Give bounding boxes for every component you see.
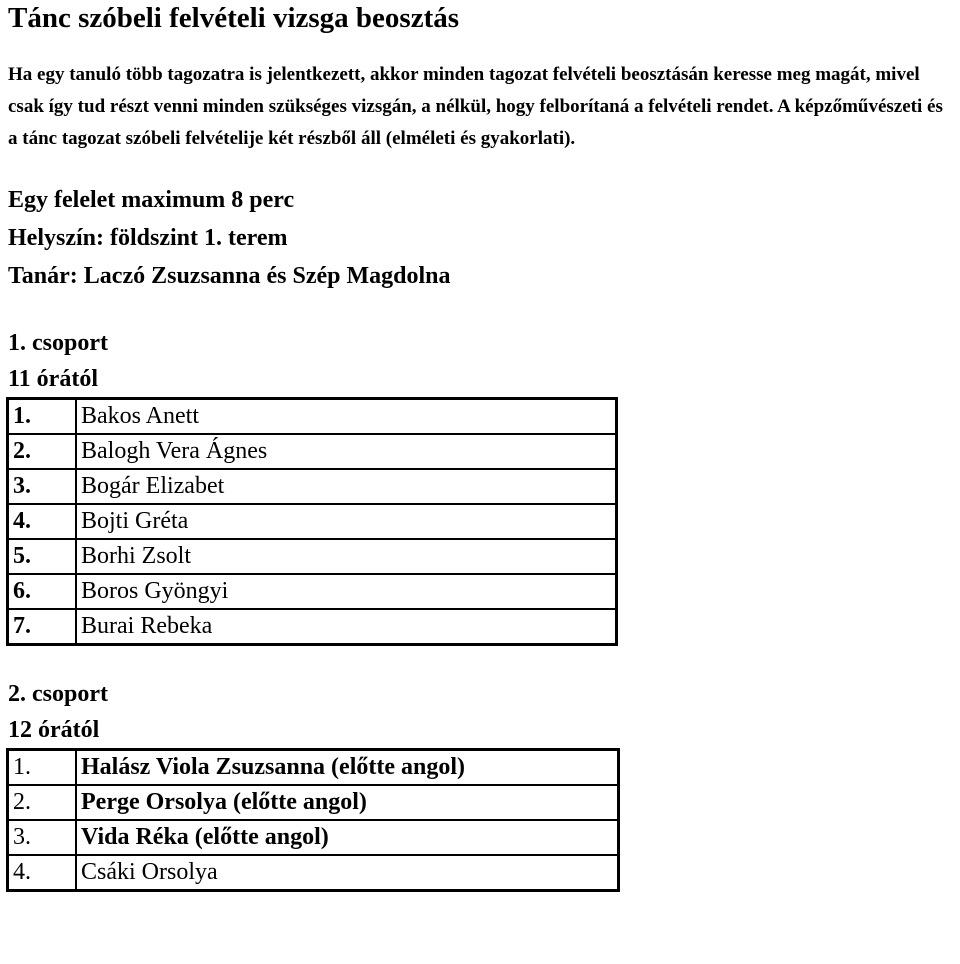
row-number: 1. [8,750,77,786]
student-name: Vida Réka (előtte angol) [76,820,619,855]
table-row [8,539,617,574]
exam-info [8,181,956,295]
table-row [8,785,619,820]
group-2-table [6,748,620,892]
student-name: Bojti Gréta [76,504,617,539]
student-name: Burai Rebeka [76,609,617,645]
table-row [8,820,619,855]
row-number: 6. [8,574,77,609]
page-title: Tánc szóbeli felvételi vizsga beosztás [8,2,460,34]
student-name: Halász Viola Zsuzsanna (előtte angol) [76,750,619,786]
row-number: 1. [8,399,77,435]
table-row [8,750,619,786]
table-row [8,609,617,645]
row-number: 4. [8,504,77,539]
row-number: 4. [8,855,77,891]
group-1-name: 1. csoport [8,330,108,356]
group-2-section [8,676,956,892]
row-number: 5. [8,539,77,574]
student-name: Bakos Anett [76,399,617,435]
table-row [8,504,617,539]
table-row [8,399,617,435]
row-number: 2. [8,434,77,469]
table-row [8,434,617,469]
student-name: Csáki Orsolya [76,855,619,891]
intro-paragraph: Ha egy tanuló több tagozatra is jelentkezett, akkor minden tagozat felvételi beosztásán keresse meg magát, mivel csak így tud részt venni minden szükséges vizsgán, a nélkül, hogy felborítaná a felvételi rendet. A képzőművészeti és a tánc tagozat szóbeli felvételije két részből áll (elméleti és gyakorlati). [8,64,943,149]
row-number: 3. [8,469,77,504]
group-1-section [8,325,956,646]
row-number: 7. [8,609,77,645]
teachers-text: Tanár: Laczó Zsuzsanna és Szép Magdolna [8,263,451,289]
student-name: Boros Gyöngyi [76,574,617,609]
row-number: 3. [8,820,77,855]
student-name: Borhi Zsolt [76,539,617,574]
group-1-time: 11 órától [8,366,98,392]
document-page [8,0,956,892]
group-1-table [6,397,618,646]
student-name: Perge Orsolya (előtte angol) [76,785,619,820]
duration-text: Egy felelet maximum 8 perc [8,187,295,213]
table-row [8,855,619,891]
location-text: Helyszín: földszint 1. terem [8,225,288,251]
group-2-time: 12 órától [8,717,100,743]
row-number: 2. [8,785,77,820]
student-name: Bogár Elizabet [76,469,617,504]
table-row [8,469,617,504]
table-row [8,574,617,609]
student-name: Balogh Vera Ágnes [76,434,617,469]
group-2-name: 2. csoport [8,681,108,707]
